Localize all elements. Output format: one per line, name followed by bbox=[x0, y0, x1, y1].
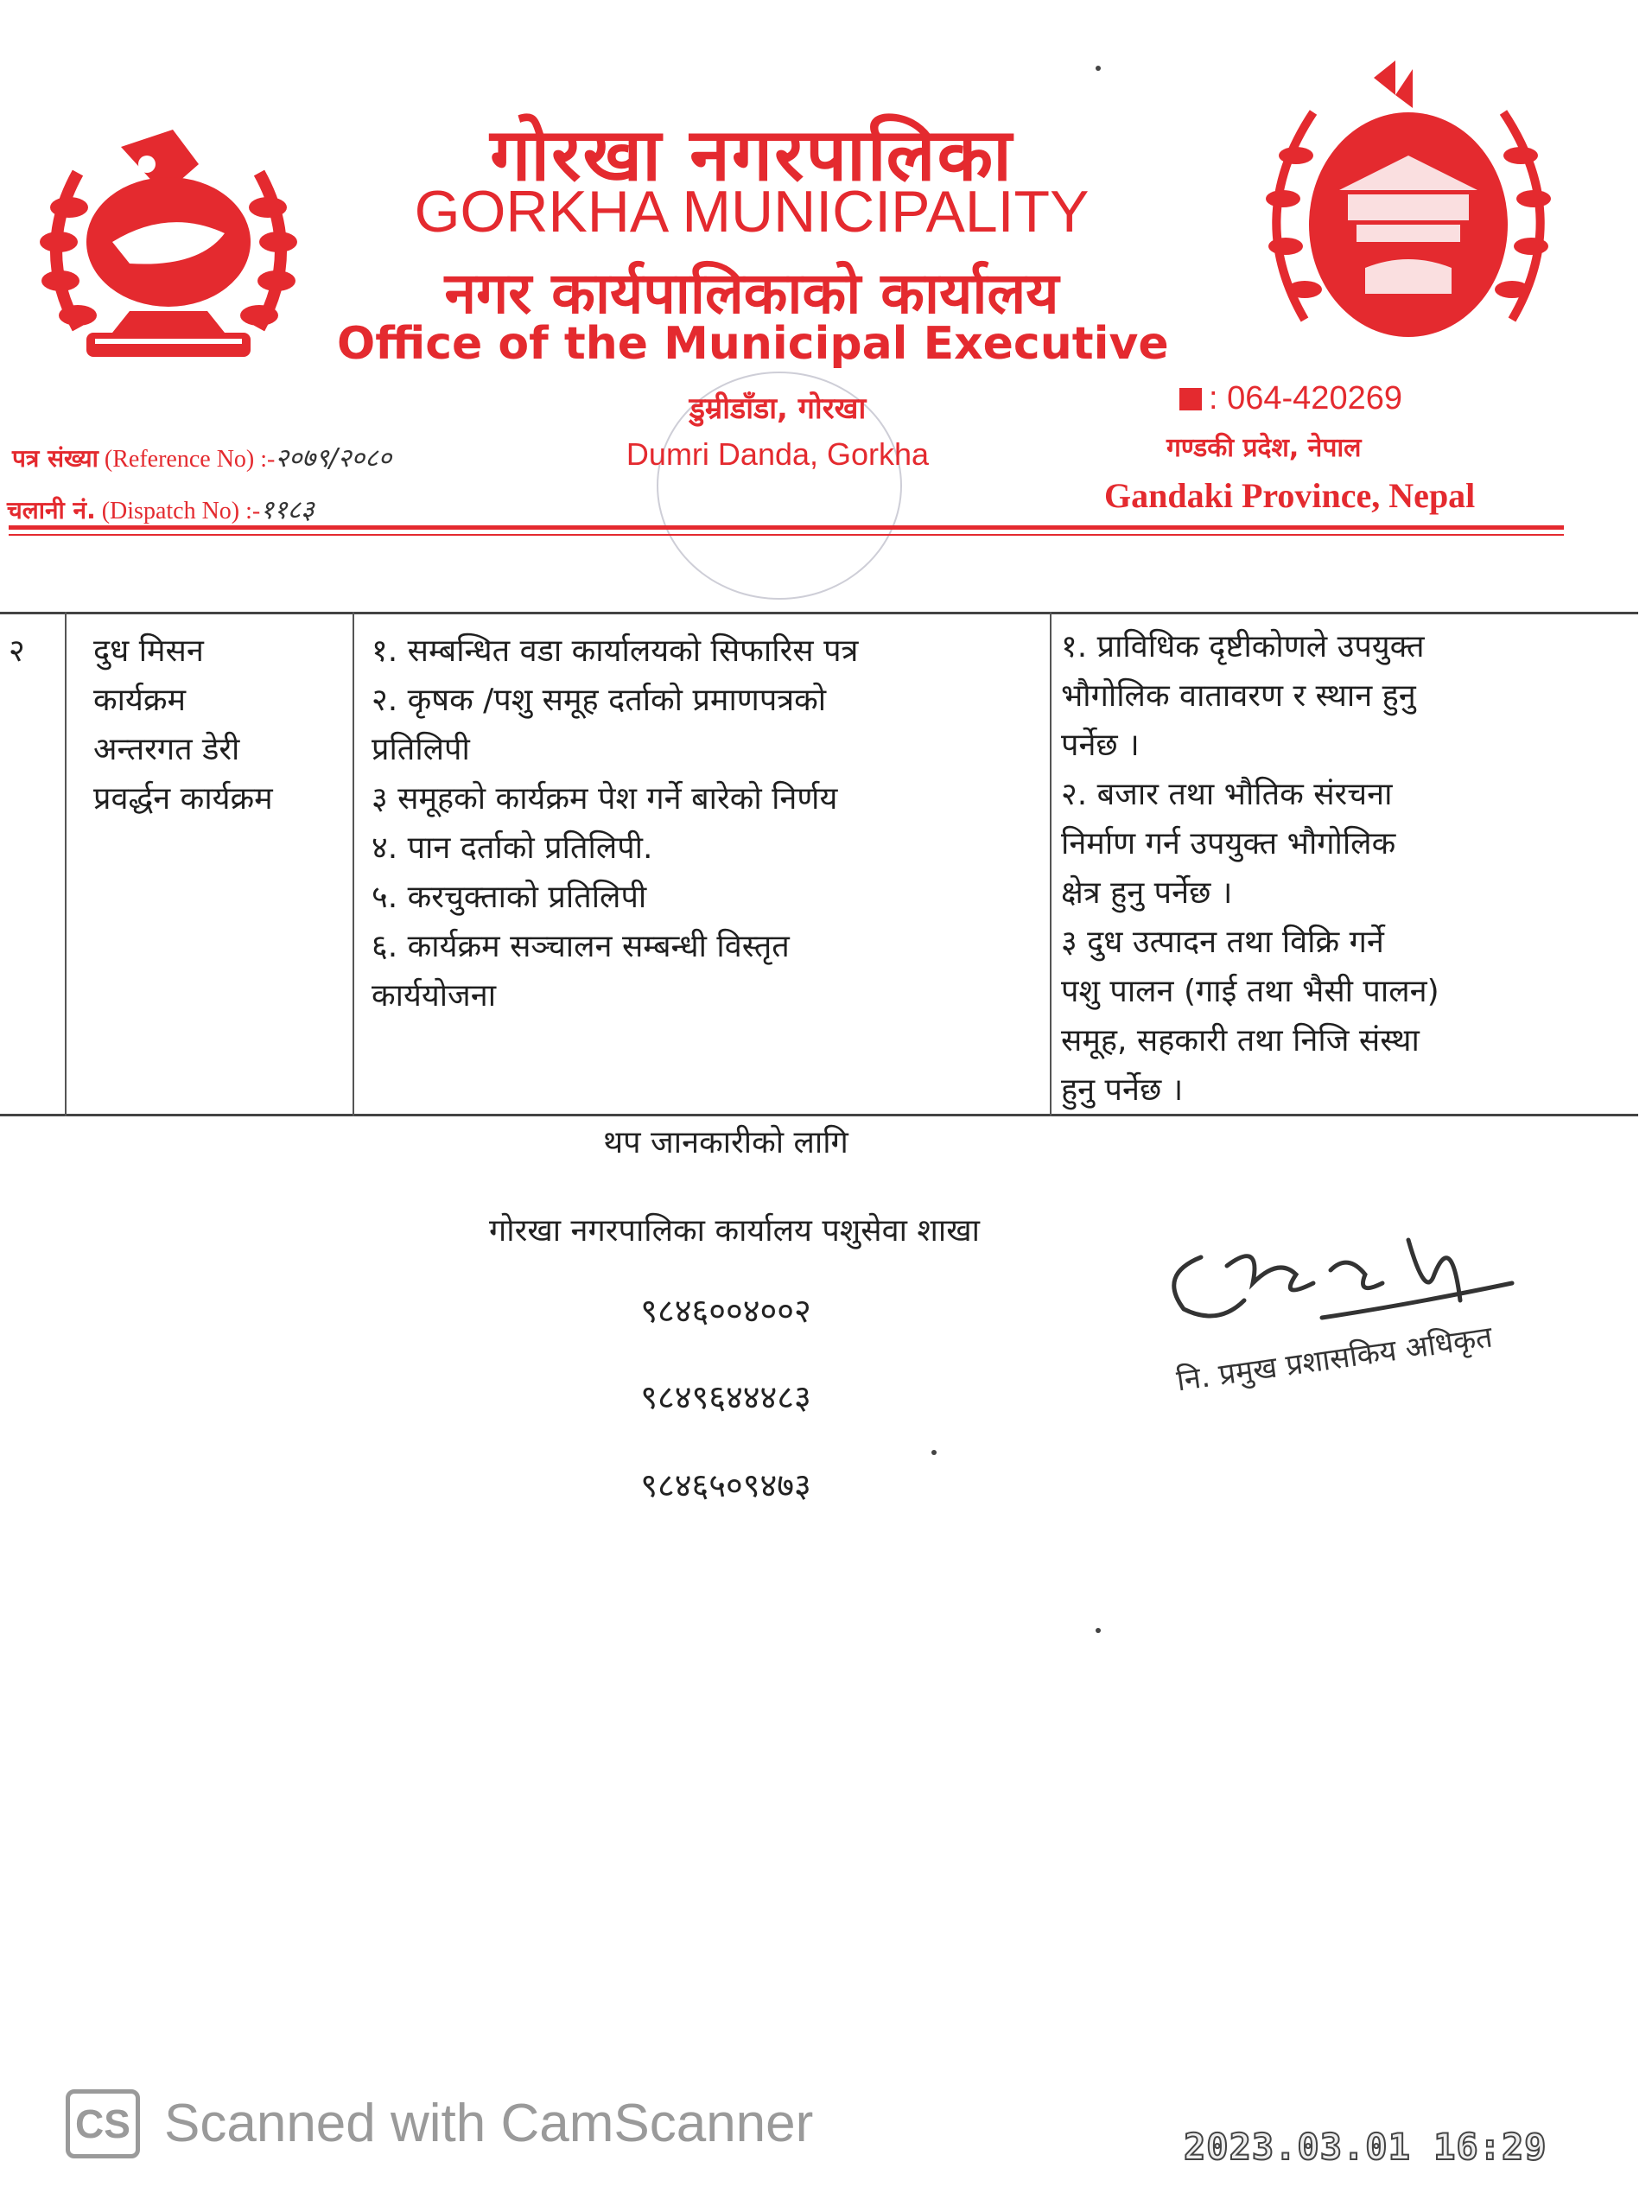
table-column-divider bbox=[353, 612, 354, 1116]
reference-value: २०७९/२०८० bbox=[275, 443, 392, 474]
contact-phone: ९८४६५०९४७३ bbox=[640, 1466, 811, 1504]
dispatch-value: ११८३ bbox=[260, 495, 315, 525]
table-cell-program: दुध मिसन कार्यक्रम अन्तरगत डेरी प्रवर्द्धन कार्यक्रम bbox=[93, 633, 273, 817]
contact-phone: ९८४९६४४४८३ bbox=[640, 1378, 811, 1416]
table-cell-serial: २ bbox=[9, 633, 25, 669]
municipality-name-english: GORKHA MUNICIPALITY bbox=[414, 179, 1090, 245]
scan-speck bbox=[931, 1450, 937, 1455]
letterhead-divider bbox=[9, 525, 1564, 530]
signature-title: नि. प्रमुख प्रशासकिय अधिकृत bbox=[1174, 1319, 1495, 1399]
letterhead-divider-thin bbox=[9, 534, 1564, 536]
scan-speck bbox=[1096, 1628, 1101, 1633]
table-cell-documents: १. सम्बन्धित वडा कार्यालयको सिफारिस पत्र २. कृषक /पशु समूह दर्ताको प्रमाणपत्रको प्रतिलिपी ३ समूहको कार्यक्रम पेश गर्ने बारेको निर्णय ४. पान दर्ताको प्रतिलिपी. ५. करचुक्ताको प्रतिलिपी ६. कार्यक्रम सञ्चालन सम्बन्धी विस्तृत कार्ययोजना bbox=[372, 633, 859, 1014]
office-name-english: Office of the Municipal Executive bbox=[337, 318, 1169, 370]
contact-heading: थप जानकारीको लागि bbox=[603, 1125, 848, 1160]
scan-timestamp: 2023.03.01 16:29 bbox=[1184, 2126, 1547, 2168]
address-english: Dumri Danda, Gorkha bbox=[626, 436, 930, 472]
province-nepali: गण्डकी प्रदेश, नेपाल bbox=[1166, 433, 1362, 463]
municipality-name-nepali: गोरखा नगरपालिका bbox=[490, 112, 1013, 197]
address-nepali: डुम्रीडाँडा, गोरखा bbox=[689, 391, 867, 426]
table-column-divider bbox=[65, 612, 67, 1116]
gorkha-palace-emblem-icon bbox=[1244, 60, 1573, 372]
nepal-emblem-icon bbox=[26, 112, 311, 380]
contact-office: गोरखा नगरपालिका कार्यालय पशुसेवा शाखा bbox=[489, 1213, 980, 1249]
signature bbox=[1149, 1223, 1564, 1335]
office-name-nepali: नगर कार्यपालिकाको कार्यालय bbox=[444, 260, 1059, 327]
dispatch-number: चलानी नं. (Dispatch No) :-११८३ bbox=[7, 495, 315, 525]
camscanner-watermark: Scanned with CamScanner bbox=[164, 2094, 814, 2153]
reference-number: पत्र संख्या (Reference No) :-२०७९/२०८० bbox=[12, 443, 392, 474]
phone-icon bbox=[1179, 388, 1202, 410]
table-column-divider bbox=[1050, 612, 1052, 1116]
province-english: Gandaki Province, Nepal bbox=[1104, 476, 1476, 515]
scan-speck bbox=[1096, 66, 1101, 71]
phone-number: : 064-420269 bbox=[1179, 380, 1402, 417]
table-cell-criteria: १. प्राविधिक दृष्टीकोणले उपयुक्त भौगोलिक वातावरण र स्थान हुनु पर्नेछ । २. बजार तथा भौतिक संरचना निर्माण गर्न उपयुक्त भौगोलिक क्षेत्र हुनु पर्नेछ । ३ दुध उत्पादन तथा विक्रि गर्ने पशु पालन (गाई तथा भैसी पालन) समूह, सहकारी तथा निजि संस्था हुनु पर्नेछ । bbox=[1061, 629, 1439, 1108]
contact-phone: ९८४६००४००२ bbox=[640, 1292, 811, 1330]
camscanner-logo-icon: CS bbox=[66, 2089, 140, 2158]
